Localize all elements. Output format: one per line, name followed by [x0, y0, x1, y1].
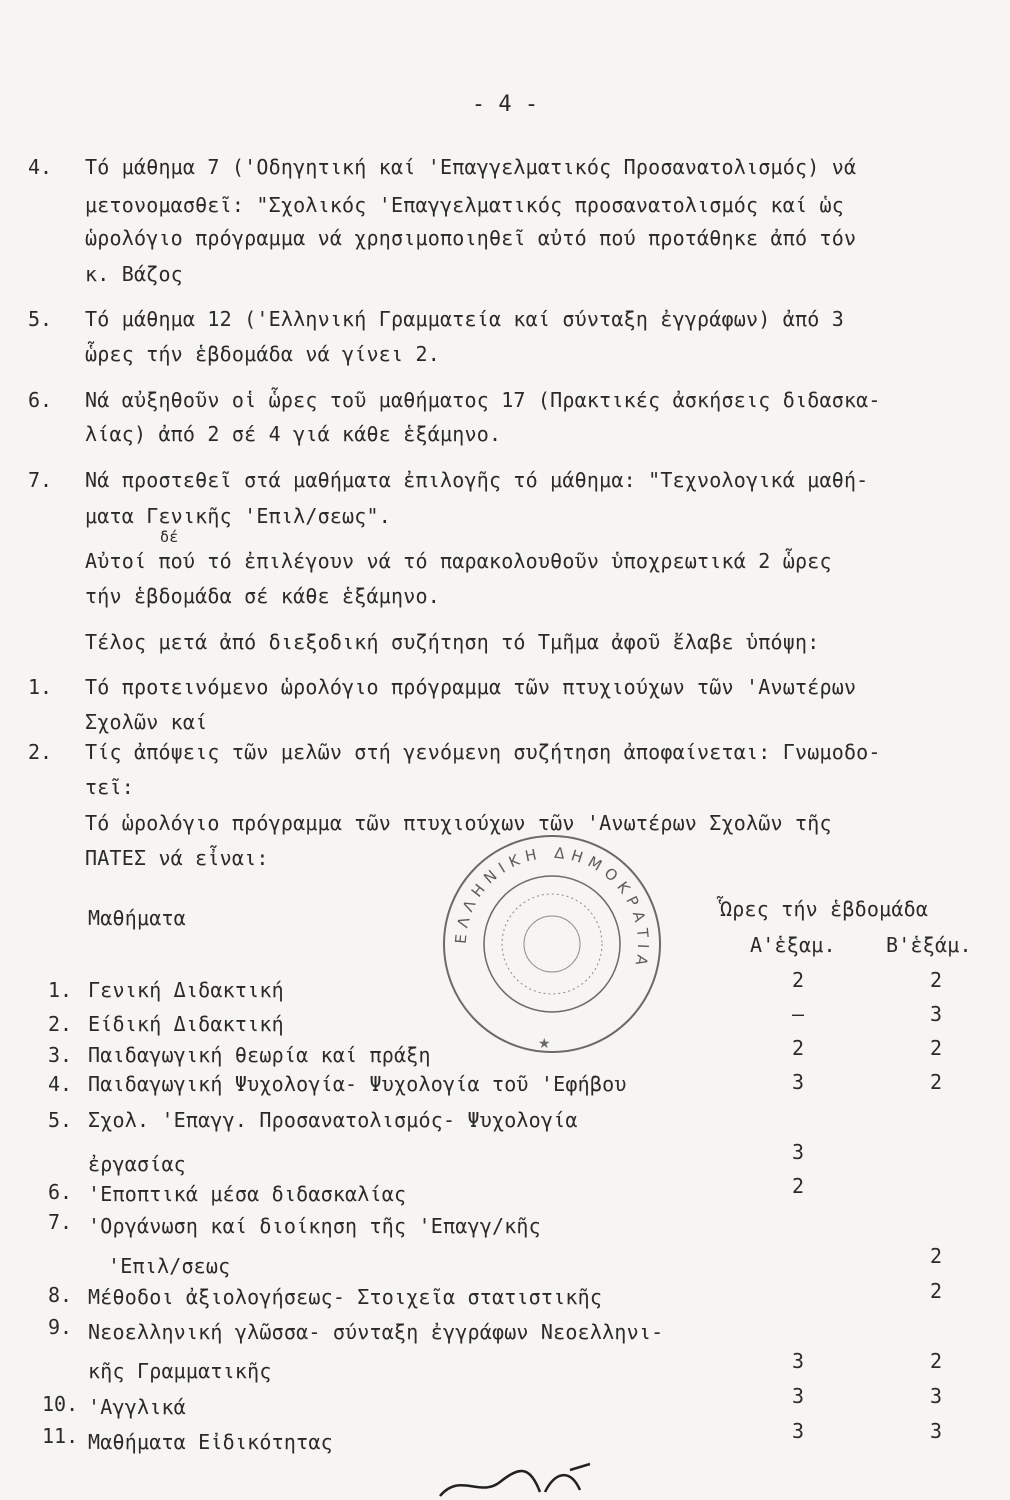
- table-hours-header: Ὧρες τήν ἑβδομάδα: [720, 897, 929, 921]
- conclusion-intro: Τέλος μετά ἀπό διεξοδική συζήτηση τό Τμῆμα ἀφοῦ ἔλαβε ὑπόψη:: [85, 630, 820, 654]
- row-8-number: 8.: [48, 1283, 73, 1307]
- item-7-line-4: τήν ἑβδομάδα σέ κάθε ἑξάμηνο.: [85, 584, 440, 608]
- item-6-number: 6.: [28, 388, 53, 412]
- row-6-hours-a: 2: [791, 1174, 805, 1198]
- item-6-line-1: Νά αὐξηθοῦν οἱ ὧρες τοῦ μαθήματος 17 (Πρακτικές ἀσκήσεις διδασκα-: [85, 388, 881, 412]
- row-3-number: 3.: [48, 1043, 73, 1067]
- row-9-hours-a: 3: [791, 1349, 805, 1373]
- row-9-number: 9.: [48, 1315, 73, 1339]
- row-1-subject: Γενική Διδακτική: [88, 978, 284, 1002]
- item-7-line-1: Νά προστεθεῖ στά μαθήματα ἐπιλογῆς τό μάθημα: "Τεχνολογικά μαθή-: [85, 468, 869, 492]
- item-7-handwritten-insert: δέ: [160, 528, 179, 546]
- item-5-number: 5.: [28, 307, 53, 331]
- item-6-line-2: λίας) ἀπό 2 σέ 4 γιά κάθε ἑξάμηνο.: [85, 422, 502, 446]
- row-7-subject-line-1: 'Οργάνωση καί διοίκηση τῆς 'Επαγγ/κῆς: [88, 1214, 541, 1238]
- row-7-number: 7.: [48, 1210, 73, 1234]
- stamp-text: ΕΛΛΗΝΙΚΗ ΔΗΜΟΚΡΑΤΙΑ: [451, 843, 653, 974]
- row-5-hours-a: 3: [791, 1140, 805, 1164]
- item-4-line-4: κ. Βάζος: [85, 262, 183, 286]
- row-3-hours-b: 2: [929, 1036, 943, 1060]
- row-6-number: 6.: [48, 1180, 73, 1204]
- item-4-line-3: ὡρολόγιο πρόγραμμα νά χρησιμοποιηθεῖ αὐτό πού προτάθηκε ἀπό τόν: [85, 226, 857, 250]
- row-3-hours-a: 2: [791, 1036, 805, 1060]
- row-4-number: 4.: [48, 1072, 73, 1096]
- row-2-hours-a: –: [791, 1002, 805, 1026]
- row-2-hours-b: 3: [929, 1002, 943, 1026]
- row-2-number: 2.: [48, 1012, 73, 1036]
- item-5-line-1: Τό μάθημα 12 ('Ελληνική Γραμματεία καί σύνταξη ἐγγράφων) ἀπό 3: [85, 307, 844, 331]
- row-8-subject: Μέθοδοι ἀξιολογήσεως- Στοιχεῖα στατιστικῆς: [88, 1285, 603, 1309]
- row-5-number: 5.: [48, 1108, 73, 1132]
- point-2-line-2: τεῖ:: [85, 775, 134, 799]
- row-5-subject-line-2: ἐργασίας: [88, 1152, 186, 1176]
- item-7-number: 7.: [28, 468, 53, 492]
- table-semester-a-header: Α'ἑξαμ.: [750, 933, 836, 957]
- row-10-hours-b: 3: [929, 1384, 943, 1408]
- row-11-hours-a: 3: [791, 1419, 805, 1443]
- point-2-line-1: Τίς ἀπόψεις τῶν μελῶν στή γενόμενη συζήτηση ἀποφαίνεται: Γνωμοδο-: [85, 740, 881, 764]
- decision-line-1: Τό ὡρολόγιο πρόγραμμα τῶν πτυχιούχων τῶν 'Ανωτέρων Σχολῶν τῆς: [85, 811, 832, 835]
- row-2-subject: Είδική Διδακτική: [88, 1012, 284, 1036]
- table-semester-b-header: Β'ἑξάμ.: [886, 933, 972, 957]
- row-3-subject: Παιδαγωγική θεωρία καί πράξη: [88, 1043, 431, 1067]
- row-10-number: 10.: [42, 1392, 79, 1416]
- row-9-subject-line-1: Νεοελληνική γλῶσσα- σύνταξη ἐγγράφων Νεοελληνι-: [88, 1320, 664, 1344]
- row-8-hours-b: 2: [929, 1279, 943, 1303]
- point-1-line-1: Τό προτεινόμενο ὡρολόγιο πρόγραμμα τῶν πτυχιούχων τῶν 'Ανωτέρων: [85, 675, 857, 699]
- item-4-line-1: Τό μάθημα 7 ('Οδηγητική καί 'Επαγγελματικός Προσανατολισμός) νά: [85, 155, 857, 179]
- row-1-hours-a: 2: [791, 968, 805, 992]
- item-7-line-2: ματα Γενικῆς 'Επιλ/σεως".: [85, 504, 392, 528]
- row-7-hours-b: 2: [929, 1244, 943, 1268]
- table-subjects-header: Μαθήματα: [88, 906, 186, 930]
- point-1-line-2: Σχολῶν καί: [85, 710, 208, 734]
- official-stamp: [438, 830, 666, 1058]
- row-10-hours-a: 3: [791, 1384, 805, 1408]
- row-4-subject: Παιδαγωγική Ψυχολογία- Ψυχολογία τοῦ 'Εφήβου: [88, 1072, 627, 1096]
- handwritten-signature: [420, 1462, 620, 1500]
- item-4-number: 4.: [28, 155, 53, 179]
- row-4-hours-b: 2: [929, 1070, 943, 1094]
- svg-text:★: ★: [538, 1036, 551, 1052]
- row-9-hours-b: 2: [929, 1349, 943, 1373]
- row-4-hours-a: 3: [791, 1070, 805, 1094]
- point-1-number: 1.: [28, 675, 53, 699]
- row-1-number: 1.: [48, 978, 73, 1002]
- row-10-subject: 'Αγγλικά: [88, 1395, 186, 1419]
- row-11-hours-b: 3: [929, 1419, 943, 1443]
- row-11-subject: Μαθήματα Εἰδικότητας: [88, 1430, 333, 1454]
- row-5-subject-line-1: Σχολ. 'Επαγγ. Προσανατολισμός- Ψυχολογία: [88, 1108, 578, 1132]
- row-1-hours-b: 2: [929, 968, 943, 992]
- row-6-subject: 'Εποπτικά μέσα διδασκαλίας: [88, 1182, 407, 1206]
- page-number: - 4 -: [471, 92, 539, 117]
- row-11-number: 11.: [42, 1424, 79, 1448]
- item-7-line-3: Αὐτοί πού τό ἐπιλέγουν νά τό παρακολουθοῦν ὑποχρεωτικά 2 ὧρες: [85, 549, 832, 573]
- row-7-subject-line-2: 'Επιλ/σεως: [108, 1254, 231, 1278]
- item-4-line-2: μετονομασθεῖ: "Σχολικός 'Επαγγελματικός προσανατολισμός καί ὡς: [85, 193, 844, 217]
- row-9-subject-line-2: κῆς Γραμματικῆς: [88, 1359, 272, 1383]
- decision-line-2: ΠΑΤΕΣ νά εἶναι:: [85, 846, 269, 870]
- item-5-line-2: ὧρες τήν ἑβδομάδα νά γίνει 2.: [85, 342, 440, 366]
- point-2-number: 2.: [28, 740, 53, 764]
